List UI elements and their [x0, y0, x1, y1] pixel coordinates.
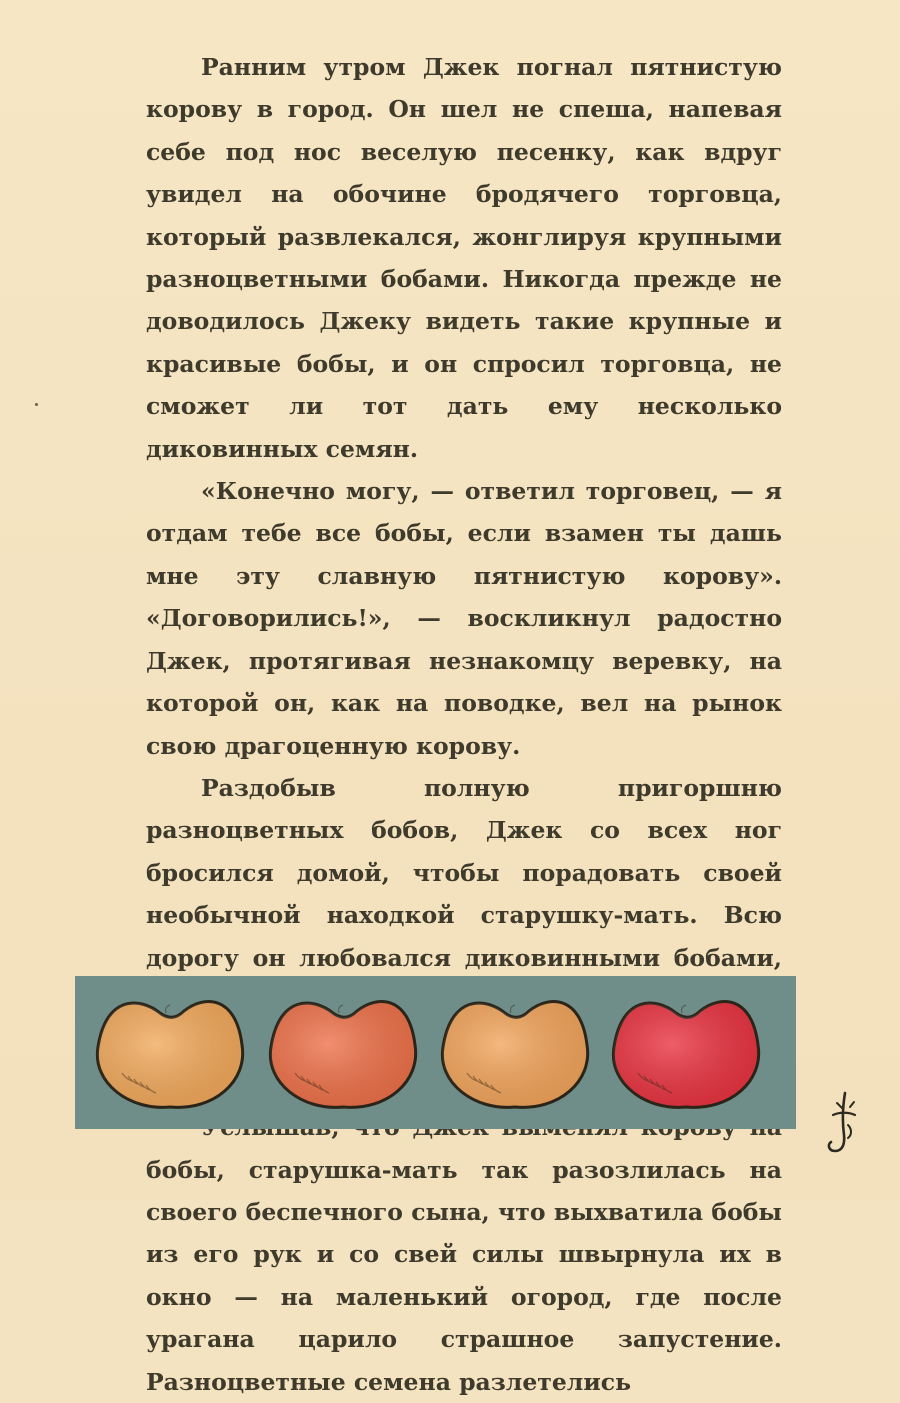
bean-red-shading	[613, 1002, 758, 1108]
bean-orange-red-shading	[270, 1002, 415, 1108]
bean-light-orange-shading	[442, 1002, 587, 1108]
paper-speck	[35, 403, 38, 406]
beans-illustration-svg	[75, 976, 796, 1129]
story-text	[146, 46, 782, 1403]
paragraph-2: «Конечно могу, — ответил торговец, — я отдам тебе все бобы, если взамен ты дашь мне эту славную пятнистую корову». «Договорились!», — воскликнул радостно Джек, протягивая незнакомцу веревку, на которой он, как на поводке, вел на рынок свою драгоценную корову.	[146, 477, 782, 760]
bean-pale-orange-shading	[97, 1002, 242, 1108]
paragraph-3: Раздобыв полную пригоршню разноцветных бобов, Джек со всех ног бросился домой, чтобы порадовать своей необычной находкой старушку-мать. Всю дорогу он любовался диковинными бобами,	[146, 773, 782, 972]
paragraph-1: Ранним утром Джек погнал пятнистую корову в город. Он шел не спеша, напевая себе под нос веселую песенку, как вдруг увидел на обочине бродячего торговца, который развлекался, жонглируя крупными разноцветными бобами. Никогда прежде не доводилось Джеку видеть такие крупные и красивые бобы, и он спросил торговца, не сможет ли тот дать ему несколько диковинных семян.	[146, 53, 782, 463]
paragraph-4: бобы, старушка-мать так разозлилась на своего беспечного сына, что выхватила бобы из его рук и со свей силы швырнула их в окно — на маленький огород, где после урагана царило страшное запустение. Разноцветные семена разлетелись	[146, 1155, 782, 1396]
signature-mark-icon	[815, 1085, 865, 1160]
beans-illustration	[75, 976, 796, 1129]
